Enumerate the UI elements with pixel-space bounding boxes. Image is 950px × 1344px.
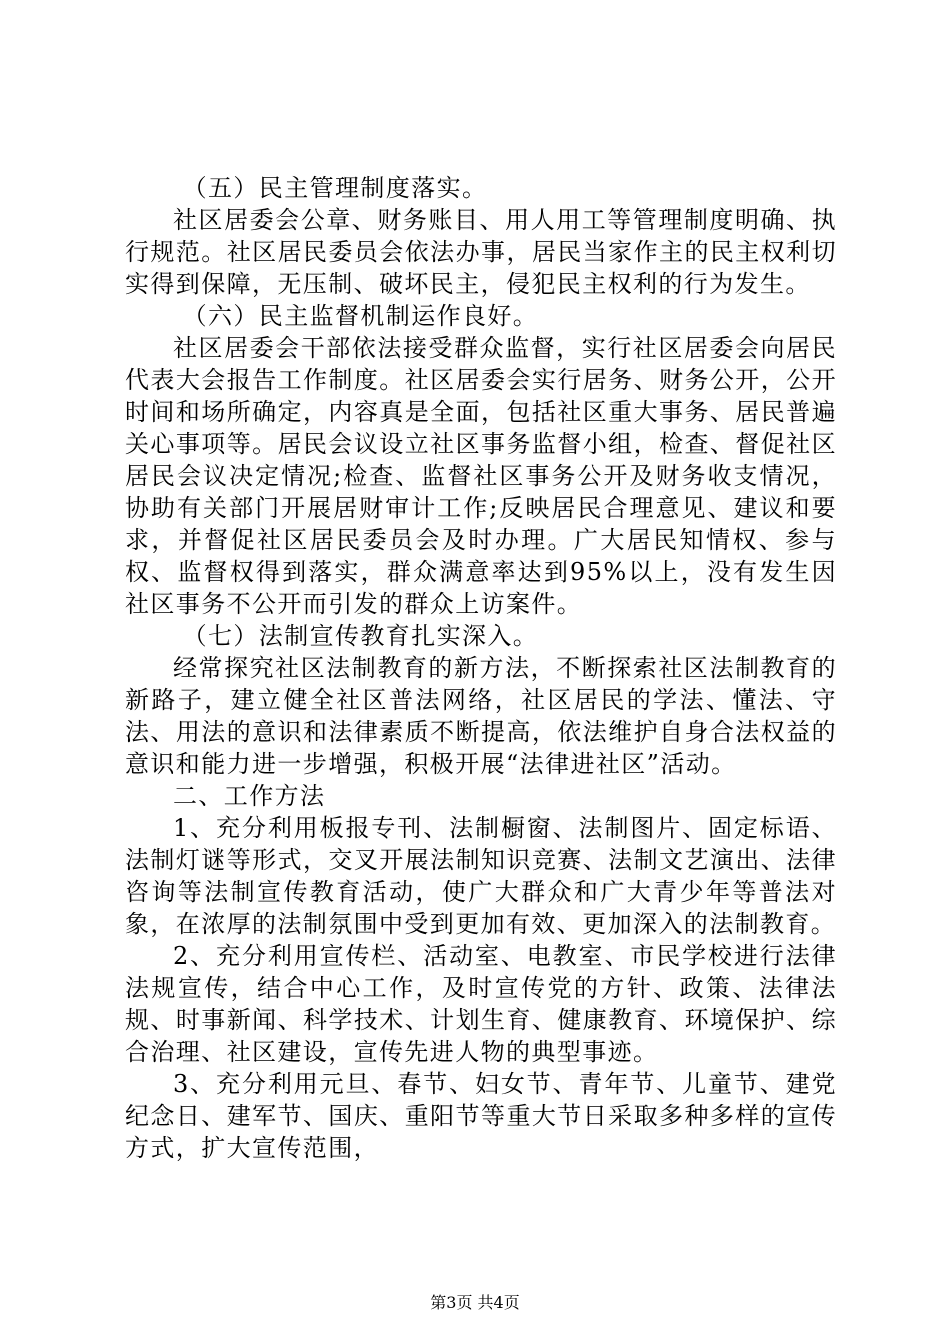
page-number-footer: 第3页 共4页 — [430, 1293, 520, 1312]
document-body — [125, 172, 837, 1164]
body-paragraph: 1、充分利用板报专刊、法制橱窗、法制图片、固定标语、法制灯谜等形式，交叉开展法制知识竞赛、法制文艺演出、法律咨询等法制宣传教育活动，使广大群众和广大青少年等普法对象，在浓厚的法制氛围中受到更加有效、更加深入的法制教育。 — [125, 814, 837, 938]
section-heading: 二、工作方法 — [173, 782, 326, 810]
section-heading: （五）民主管理制度落实。 — [182, 174, 488, 202]
section-heading: （七）法制宣传教育扎实深入。 — [182, 622, 539, 650]
body-paragraph: 经常探究社区法制教育的新方法，不断探索社区法制教育的新路子，建立健全社区普法网络，社区居民的学法、懂法、守法、用法的意识和法律素质不断提高，依法维护自身合法权益的意识和能力进一步增强，积极开展“法律进社区”活动。 — [125, 654, 837, 778]
body-paragraph: 社区居委会公章、财务账目、用人用工等管理制度明确、执行规范。社区居民委员会依法办事，居民当家作主的民主权利切实得到保障，无压制、破坏民主，侵犯民主权利的行为发生。 — [125, 206, 837, 298]
section-heading: （六）民主监督机制运作良好。 — [182, 302, 539, 330]
body-paragraph: 3、充分利用元旦、春节、妇女节、青年节、儿童节、建党纪念日、建军节、国庆、重阳节等重大节日采取多种多样的宣传方式，扩大宣传范围， — [125, 1070, 837, 1162]
body-paragraph: 社区居委会干部依法接受群众监督，实行社区居委会向居民代表大会报告工作制度。社区居委会实行居务、财务公开，公开时间和场所确定，内容真是全面，包括社区重大事务、居民普遍关心事项等。居民会议设立社区事务监督小组，检查、督促社区居民会议决定情况;检查、监督社区事务公开及财务收支情况，协助有关部门开展居财审计工作;反映居民合理意见、建议和要求，并督促社区居民委员会及时办理。广大居民知情权、参与权、监督权得到落实，群众满意率达到95%以上，没有发生因社区事务不公开而引发的群众上访案件。 — [125, 334, 837, 618]
body-paragraph: 2、充分利用宣传栏、活动室、电教室、市民学校进行法律法规宣传，结合中心工作，及时宣传党的方针、政策、法律法规、时事新闻、科学技术、计划生育、健康教育、环境保护、综合治理、社区建设，宣传先进人物的典型事迹。 — [125, 942, 837, 1066]
